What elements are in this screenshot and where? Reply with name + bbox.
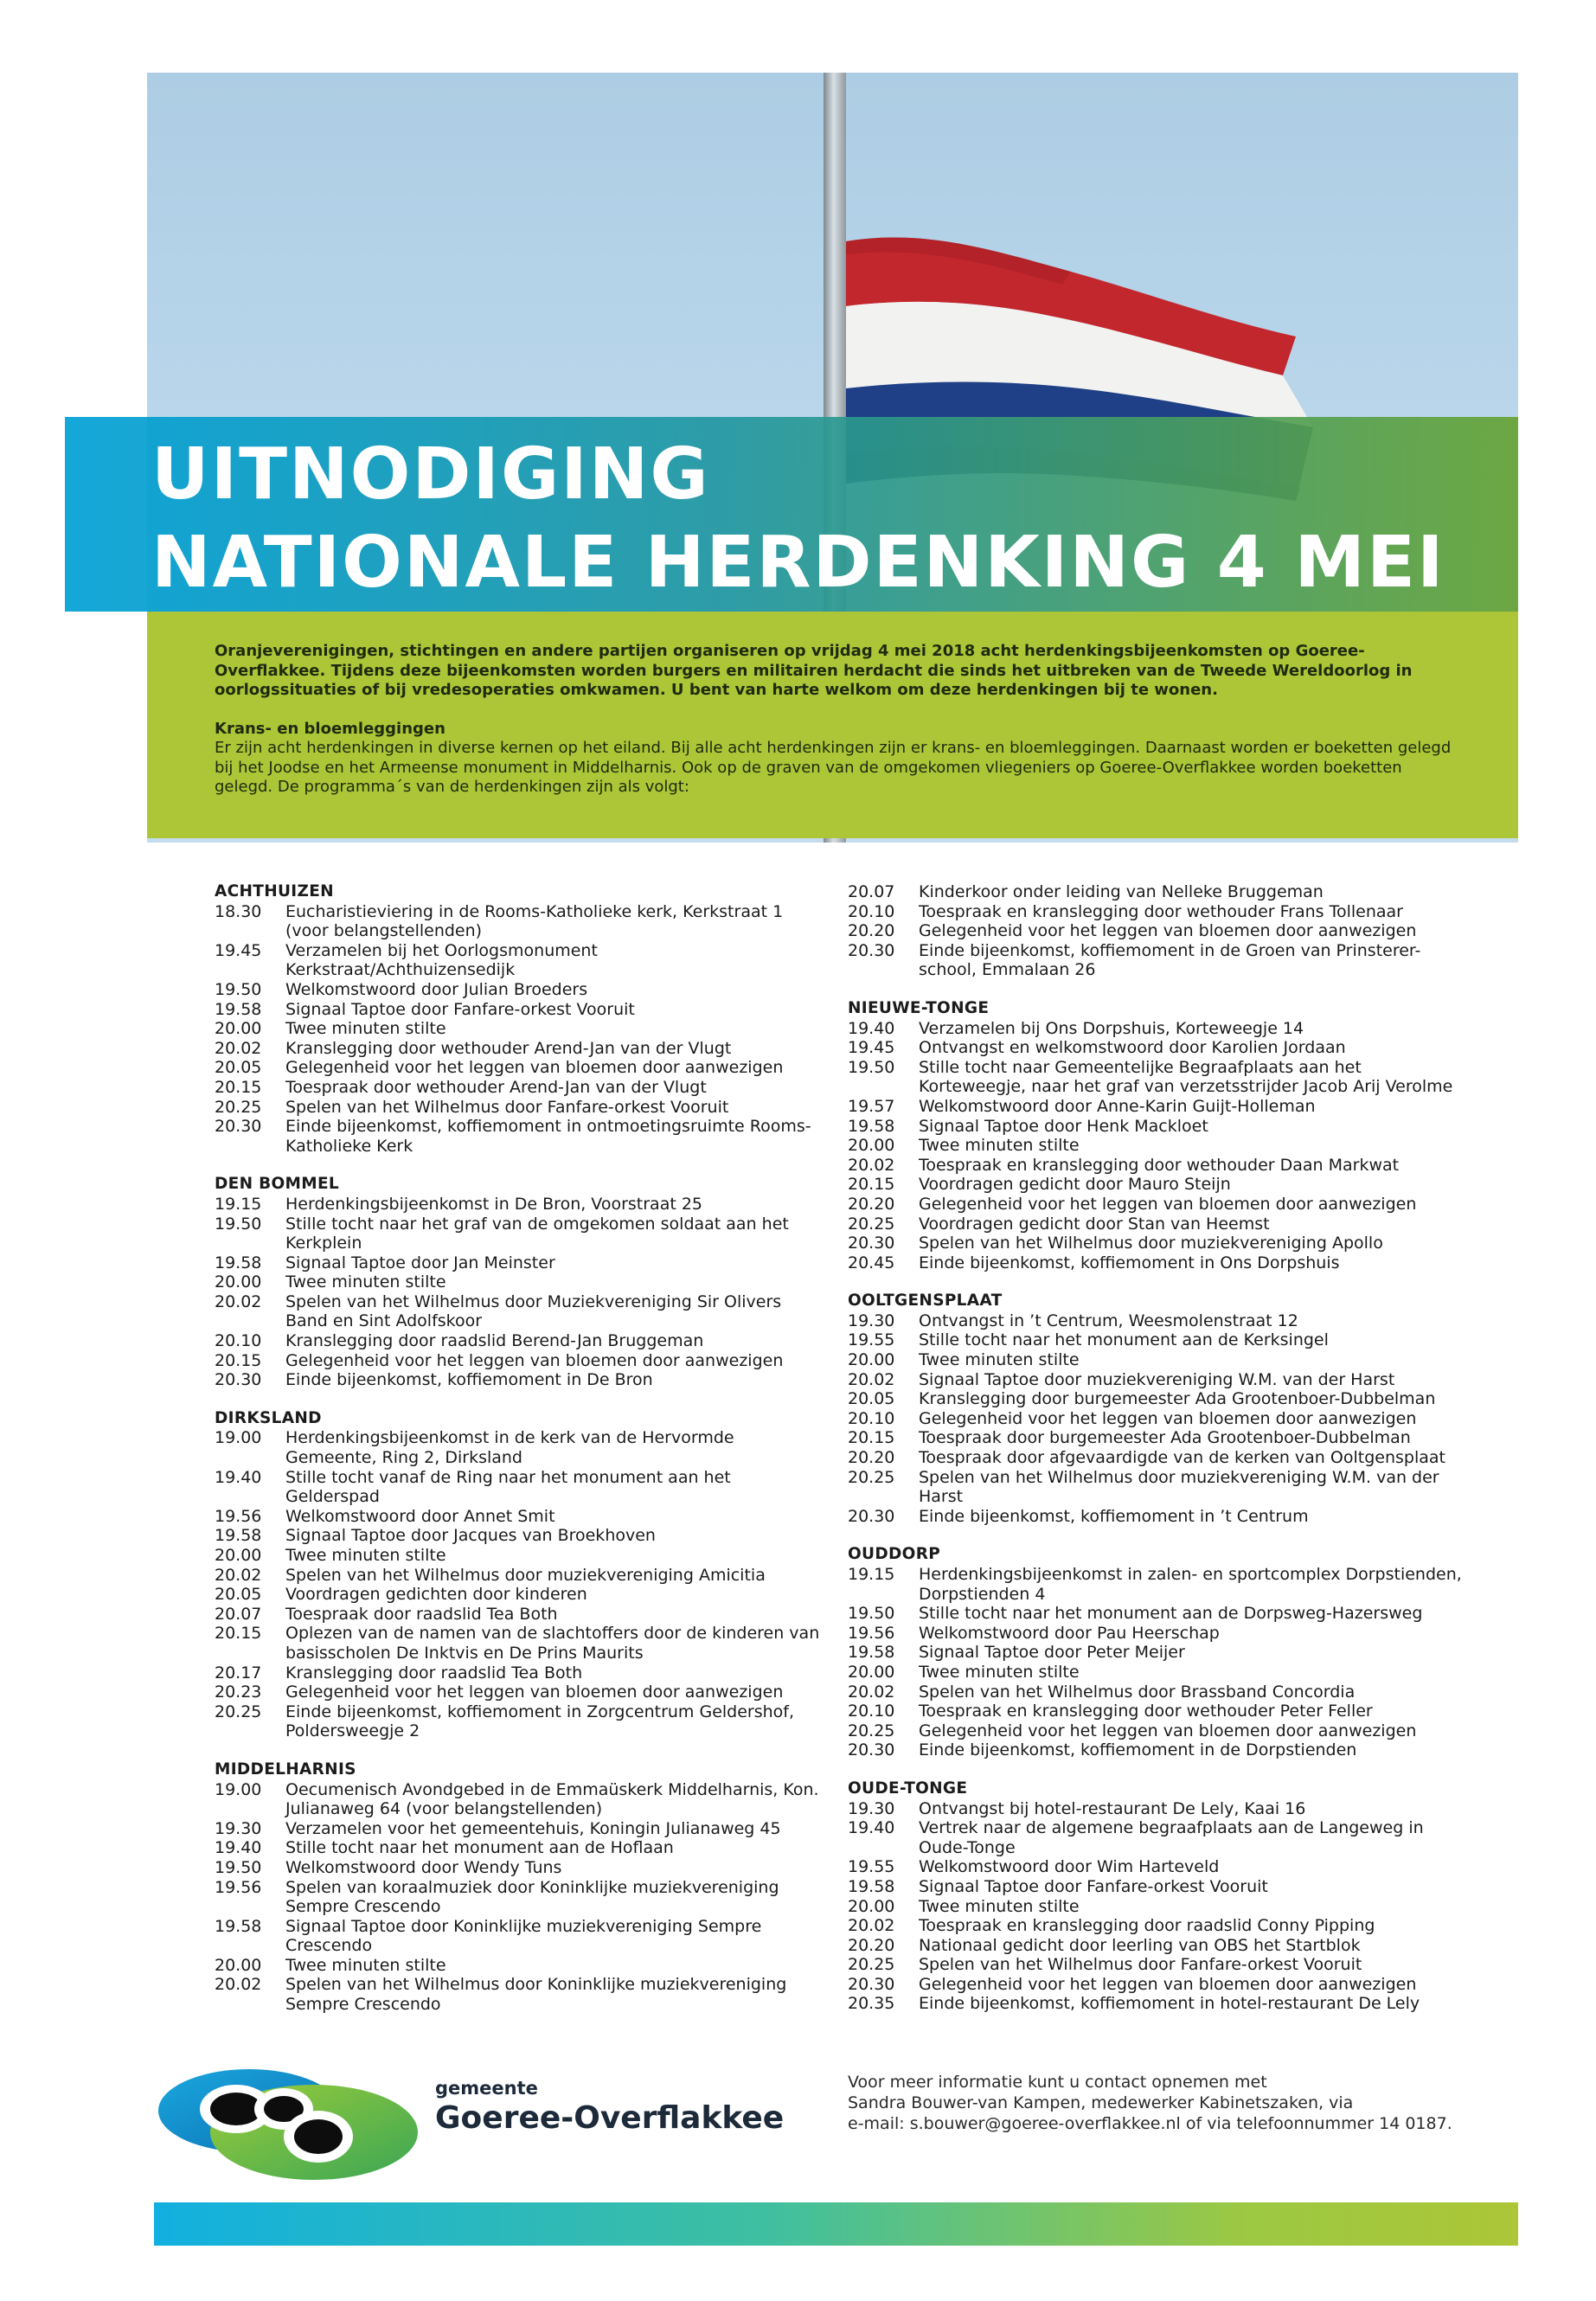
schedule-description: Signaal Taptoe door Fanfare-orkest Vooruit	[285, 999, 635, 1019]
schedule-time: 20.30	[848, 1506, 895, 1526]
schedule-row	[848, 1916, 1471, 1936]
schedule-time: 20.02	[848, 1682, 895, 1702]
schedule-time: 20.02	[848, 1155, 895, 1175]
schedule-time: 20.02	[215, 1038, 262, 1058]
schedule-row	[848, 1507, 1471, 1527]
schedule-time: 20.15	[848, 1428, 895, 1448]
schedule-time: 20.20	[848, 1194, 895, 1214]
schedule-row	[215, 1078, 820, 1098]
schedule-row	[848, 1799, 1471, 1819]
schedule-time: 20.30	[848, 940, 895, 960]
schedule-row	[848, 1643, 1471, 1663]
schedule-description: Stille tocht naar Gemeentelijke Begraafplaats aan het Korteweegje, naar het graf van verzetsstrijder Jacob Arij Verolme	[919, 1057, 1453, 1097]
schedule-description: Nationaal gedicht door leerling van OBS het Startblok	[919, 1935, 1361, 1955]
schedule-description: Gelegenheid voor het leggen van bloemen door aanwezigen	[919, 1974, 1417, 1994]
schedule-row	[848, 1253, 1471, 1273]
schedule-time: 20.05	[215, 1058, 262, 1078]
section-heading: NIEUWE-TONGE	[848, 998, 990, 1017]
schedule-row	[215, 1215, 820, 1253]
schedule-description: Toespraak door raadslid Tea Both	[285, 1604, 558, 1624]
schedule-description: Signaal Taptoe door Peter Meijer	[919, 1643, 1185, 1663]
schedule-time: 20.07	[215, 1604, 262, 1624]
schedule-description: Spelen van het Wilhelmus door muziekvereniging Apollo	[919, 1234, 1383, 1253]
schedule-description: Twee minuten stilte	[919, 1350, 1080, 1370]
intro-lead: Oranjeverenigingen, stichtingen en andere partijen organiseren op vrijdag 4 mei 2018 acht herdenkingsbijeenkomsten op Goeree-Overflakkee. Tijdens deze bijeenkomsten worden burgers en militairen herdacht die sinds het uitbreken van de Tweede Wereldoorlog in oorlogssituaties of bij vredesoperaties omkwamen. U bent van harte welkom om deze herdenkingen bij te wonen.	[215, 642, 1413, 699]
schedule-time: 19.50	[215, 979, 262, 999]
schedule-description: Toespraak en kranslegging door raadslid Conny Pipping	[919, 1916, 1375, 1936]
schedule-row	[848, 1994, 1471, 2014]
schedule-description: Einde bijeenkomst, koffiemoment in de Dorpstienden	[919, 1740, 1357, 1760]
schedule-row	[848, 1350, 1471, 1370]
schedule-time: 20.10	[848, 1702, 895, 1721]
schedule-description: Toespraak door afgevaardigde van de kerken van Ooltgensplaat	[919, 1448, 1445, 1468]
schedule-row	[215, 1682, 820, 1702]
schedule-time: 20.15	[215, 1350, 262, 1370]
intro-body: Er zijn acht herdenkingen in diverse kernen op het eiland. Bij alle acht herdenkingen zijn er krans- en bloemleggingen. Daarnaast worden er boeketten gelegd bij het Joodse en het Armeense monument in Middelharnis. Ook op de graven van de omgekomen vliegeniers op Goeree-Overflakkee worden boeketten gelegd. De programma´s van de herdenkingen zijn als volgt:	[215, 739, 1452, 796]
schedule-row	[215, 1507, 820, 1527]
schedule-description: Kinderkoor onder leiding van Nelleke Bruggeman	[919, 882, 1324, 901]
schedule-description: Einde bijeenkomst, koffiemoment in ’t Centrum	[919, 1506, 1309, 1526]
schedule-time: 20.07	[848, 882, 895, 901]
section-heading: OUDDORP	[848, 1545, 941, 1564]
schedule-time: 18.30	[215, 901, 262, 921]
schedule-description: Stille tocht vanaf de Ring naar het monument aan het Gelderspad	[285, 1467, 731, 1507]
schedule-row	[848, 1175, 1471, 1195]
schedule-row	[848, 882, 1471, 902]
schedule-time: 20.02	[215, 1975, 262, 1995]
contact-line-3[interactable]: e-mail: s.bouwer@goeree-overflakkee.nl of via telefoonnummer 14 0187.	[848, 2114, 1452, 2133]
schedule-time: 19.30	[848, 1311, 895, 1330]
schedule-row	[848, 1156, 1471, 1176]
schedule-row	[848, 1975, 1471, 1995]
schedule-row	[848, 1877, 1471, 1897]
schedule-row	[848, 1330, 1471, 1350]
schedule-time: 19.15	[215, 1194, 262, 1214]
schedule-time: 20.30	[848, 1740, 895, 1760]
schedule-description: Twee minuten stilte	[919, 1896, 1080, 1916]
schedule-row	[215, 1428, 820, 1467]
schedule-time: 19.55	[848, 1330, 895, 1350]
schedule-row	[848, 1448, 1471, 1468]
contact-line-2: Sandra Bouwer-van Kampen, medewerker Kabinetszaken, via	[848, 2093, 1354, 2112]
schedule-row	[848, 1370, 1471, 1390]
schedule-description: Twee minuten stilte	[285, 1955, 446, 1975]
schedule-row	[848, 1389, 1471, 1409]
schedule-description: Oplezen van de namen van de slachtoffers door de kinderen van basisscholen De Inktvis en De Prins Maurits	[285, 1624, 820, 1663]
schedule-row	[848, 902, 1471, 922]
schedule-description: Spelen van het Wilhelmus door Muziekvereniging Sir Olivers Band en Sint Adolfskoor	[285, 1292, 782, 1331]
schedule-description: Gelegenheid voor het leggen van bloemen door aanwezigen	[919, 921, 1417, 941]
schedule-section	[848, 1779, 1471, 2014]
schedule-row	[848, 1038, 1471, 1058]
schedule-row	[215, 1039, 820, 1059]
schedule-section	[215, 1409, 820, 1741]
schedule-column-left	[215, 882, 820, 2034]
schedule-row	[215, 1956, 820, 1976]
schedule-description: Twee minuten stilte	[285, 1019, 446, 1039]
section-heading: MIDDELHARNIS	[215, 1759, 356, 1779]
schedule-row	[215, 1546, 820, 1566]
schedule-description: Twee minuten stilte	[285, 1546, 446, 1565]
intro-subheading: Krans- en bloemleggingen	[215, 719, 445, 738]
schedule-description: Oecumenisch Avondgebed in de Emmaüskerk Middelharnis, Kon. Julianaweg 64 (voor belangstellenden)	[285, 1779, 819, 1819]
schedule-row	[215, 941, 820, 980]
schedule-time: 19.50	[848, 1057, 895, 1077]
schedule-time: 20.20	[848, 921, 895, 941]
goeree-overflakkee-logo	[154, 2050, 431, 2189]
schedule-time: 20.20	[848, 1448, 895, 1468]
schedule-time: 20.30	[848, 1234, 895, 1253]
schedule-description: Stille tocht naar het monument aan de Hoflaan	[285, 1838, 674, 1858]
schedule-row	[215, 1702, 820, 1741]
schedule-time: 20.45	[848, 1253, 895, 1272]
schedule-description: Toespraak door wethouder Arend-Jan van der Vlugt	[285, 1077, 707, 1097]
schedule-time: 19.40	[848, 1018, 895, 1038]
schedule-row	[215, 1000, 820, 1020]
schedule-row	[215, 1195, 820, 1215]
schedule-row	[215, 1878, 820, 1917]
schedule-row	[215, 1566, 820, 1586]
schedule-time: 20.10	[848, 901, 895, 921]
schedule-row	[848, 1565, 1471, 1604]
schedule-description: Signaal Taptoe door Fanfare-orkest Vooruit	[919, 1876, 1268, 1896]
intro-text	[215, 642, 1452, 798]
contact-info	[848, 2072, 1471, 2134]
schedule-description: Gelegenheid voor het leggen van bloemen door aanwezigen	[919, 1194, 1417, 1214]
schedule-time: 20.02	[848, 1369, 895, 1389]
schedule-row	[848, 1058, 1471, 1097]
schedule-section	[848, 882, 1471, 980]
schedule-time: 19.40	[215, 1838, 262, 1858]
schedule-time: 19.50	[848, 1604, 895, 1624]
schedule-description: Stille tocht naar het graf van de omgekomen soldaat aan het Kerkplein	[285, 1214, 789, 1253]
schedule-time: 20.15	[848, 1175, 895, 1195]
schedule-time: 19.40	[215, 1467, 262, 1487]
schedule-row	[848, 1663, 1471, 1682]
schedule-row	[215, 902, 820, 941]
schedule-row	[848, 1740, 1471, 1760]
schedule-description: Einde bijeenkomst, koffiemoment in hotel-restaurant De Lely	[919, 1994, 1420, 2014]
schedule-time: 20.05	[848, 1389, 895, 1409]
schedule-time: 19.50	[215, 1214, 262, 1234]
schedule-description: Gelegenheid voor het leggen van bloemen door aanwezigen	[285, 1058, 784, 1078]
schedule-time: 20.25	[848, 1955, 895, 1975]
schedule-row	[215, 1351, 820, 1371]
schedule-time: 20.00	[215, 1955, 262, 1975]
schedule-row	[215, 1292, 820, 1331]
schedule-row	[215, 980, 820, 1000]
schedule-description: Ontvangst in ’t Centrum, Weesmolenstraat 12	[919, 1311, 1298, 1330]
schedule-row	[215, 1624, 820, 1663]
schedule-description: Voordragen gedichten door kinderen	[285, 1585, 587, 1605]
schedule-row	[215, 1838, 820, 1858]
schedule-time: 20.00	[848, 1350, 895, 1370]
schedule-row	[215, 1858, 820, 1878]
schedule-row	[848, 1136, 1471, 1156]
schedule-row	[848, 1682, 1471, 1702]
schedule-description: Signaal Taptoe door Henk Mackloet	[919, 1116, 1208, 1136]
schedule-description: Ontvangst en welkomstwoord door Karolien Jordaan	[919, 1038, 1346, 1058]
schedule-description: Signaal Taptoe door Jan Meinster	[285, 1253, 555, 1272]
schedule-row	[848, 1117, 1471, 1137]
schedule-description: Verzamelen bij Ons Dorpshuis, Korteweegje 14	[919, 1018, 1304, 1038]
schedule-time: 20.02	[848, 1916, 895, 1936]
schedule-description: Spelen van het Wilhelmus door muziekvereniging W.M. van der Harst	[919, 1467, 1439, 1507]
schedule-row	[215, 1468, 820, 1507]
schedule-time: 19.58	[215, 1253, 262, 1272]
page-title	[151, 431, 1501, 607]
schedule-time: 20.02	[215, 1565, 262, 1585]
schedule-section	[215, 1175, 820, 1390]
schedule-time: 20.00	[215, 1272, 262, 1292]
schedule-row	[848, 1721, 1471, 1741]
schedule-row	[848, 1702, 1471, 1721]
schedule-time: 20.25	[848, 1467, 895, 1487]
schedule-time: 19.30	[215, 1818, 262, 1838]
schedule-time: 19.45	[848, 1038, 895, 1058]
schedule-section	[215, 1760, 820, 2015]
schedule-description: Toespraak en kranslegging door wethouder Daan Markwat	[919, 1155, 1400, 1175]
schedule-time: 20.17	[215, 1663, 262, 1682]
schedule-description: Vertrek naar de algemene begraafplaats aan de Langeweg in Oude-Tonge	[919, 1818, 1424, 1857]
schedule-time: 19.50	[215, 1857, 262, 1877]
schedule-description: Spelen van het Wilhelmus door muziekvereniging Amicitia	[285, 1565, 766, 1585]
schedule-time: 19.30	[848, 1798, 895, 1818]
schedule-time: 19.56	[848, 1623, 895, 1643]
brand-name	[435, 2078, 784, 2136]
schedule-description: Einde bijeenkomst, koffiemoment in ontmoetingsruimte Rooms-Katholieke Kerk	[285, 1117, 811, 1156]
schedule-time: 20.10	[215, 1331, 262, 1351]
schedule-time: 20.00	[215, 1019, 262, 1039]
schedule-time: 19.58	[848, 1876, 895, 1896]
title-line-1: UITNODIGING	[151, 433, 710, 516]
schedule-time: 20.02	[215, 1292, 262, 1311]
schedule-time: 20.00	[848, 1896, 895, 1916]
schedule-time: 20.30	[215, 1117, 262, 1137]
schedule-row	[215, 1019, 820, 1039]
schedule-time: 20.30	[848, 1974, 895, 1994]
section-heading: DEN BOMMEL	[215, 1175, 339, 1194]
schedule-row	[215, 1917, 820, 1956]
schedule-description: Ontvangst bij hotel-restaurant De Lely, Kaai 16	[919, 1798, 1306, 1818]
schedule-time: 20.00	[215, 1546, 262, 1565]
schedule-description: Twee minuten stilte	[285, 1272, 446, 1292]
schedule-row	[215, 1585, 820, 1605]
schedule-row	[215, 1272, 820, 1292]
schedule-description: Spelen van het Wilhelmus door Koninklijke muziekvereniging Sempre Crescendo	[285, 1975, 787, 2015]
schedule-section	[215, 882, 820, 1156]
schedule-time: 19.40	[848, 1818, 895, 1838]
schedule-description: Signaal Taptoe door Jacques van Broekhoven	[285, 1526, 656, 1546]
bottom-gradient-bar	[154, 2202, 1518, 2246]
schedule-time: 20.15	[215, 1077, 262, 1097]
schedule-time: 19.58	[848, 1116, 895, 1136]
schedule-time: 19.58	[848, 1643, 895, 1663]
schedule-description: Spelen van het Wilhelmus door Fanfare-orkest Vooruit	[285, 1097, 729, 1117]
schedule-time: 20.15	[215, 1624, 262, 1644]
schedule-time: 20.23	[215, 1682, 262, 1702]
schedule-description: Signaal Taptoe door Koninklijke muziekvereniging Sempre Crescendo	[285, 1916, 762, 1956]
title-line-2: NATIONALE HERDENKING 4 MEI	[151, 522, 1445, 604]
schedule-column-right	[848, 882, 1471, 2033]
schedule-description: Toespraak en kranslegging door wethouder Peter Feller	[919, 1702, 1373, 1721]
schedule-time: 19.56	[215, 1877, 262, 1897]
section-heading: DIRKSLAND	[215, 1408, 322, 1427]
schedule-time: 20.25	[215, 1702, 262, 1721]
schedule-time: 20.35	[848, 1994, 895, 2014]
schedule-description: Welkomstwoord door Anne-Karin Guijt-Holleman	[919, 1096, 1316, 1116]
schedule-row	[848, 941, 1471, 980]
schedule-section	[848, 1292, 1471, 1526]
schedule-time: 20.05	[215, 1585, 262, 1605]
schedule-row	[848, 1019, 1471, 1039]
schedule-description: Stille tocht naar het monument aan de Dorpsweg-Hazersweg	[919, 1604, 1423, 1624]
schedule-description: Welkomstwoord door Wim Harteveld	[919, 1857, 1220, 1877]
schedule-time: 20.25	[848, 1721, 895, 1740]
schedule-row	[848, 1897, 1471, 1917]
schedule-description: Signaal Taptoe door muziekvereniging W.M. van der Harst	[919, 1369, 1395, 1389]
schedule-description: Verzamelen voor het gemeentehuis, Koningin Julianaweg 45	[285, 1818, 781, 1838]
schedule-description: Spelen van het Wilhelmus door Fanfare-orkest Vooruit	[919, 1955, 1362, 1975]
brand-small: gemeente	[435, 2078, 538, 2099]
schedule-description: Spelen van koraalmuziek door Koninklijke muziekvereniging Sempre Crescendo	[285, 1877, 779, 1917]
schedule-row	[848, 1624, 1471, 1644]
section-heading: OOLTGENSPLAAT	[848, 1292, 1003, 1311]
schedule-description: Kranslegging door burgemeester Ada Grootenboer-Dubbelman	[919, 1389, 1436, 1409]
schedule-time: 20.25	[215, 1097, 262, 1117]
schedule-description: Kranslegging door wethouder Arend-Jan van der Vlugt	[285, 1038, 732, 1058]
schedule-row	[848, 1234, 1471, 1253]
schedule-row	[215, 1526, 820, 1546]
schedule-row	[215, 1780, 820, 1819]
schedule-description: Voordragen gedicht door Stan van Heemst	[919, 1214, 1270, 1234]
schedule-row	[215, 1370, 820, 1390]
schedule-description: Toespraak door burgemeester Ada Grootenboer-Dubbelman	[919, 1428, 1411, 1448]
schedule-row	[848, 921, 1471, 941]
schedule-section	[848, 999, 1471, 1272]
schedule-time: 19.45	[215, 940, 262, 960]
schedule-description: Herdenkingsbijeenkomst in De Bron, Voorstraat 25	[285, 1194, 703, 1214]
section-heading: OUDE-TONGE	[848, 1779, 968, 1798]
schedule-row	[215, 1058, 820, 1078]
schedule-description: Einde bijeenkomst, koffiemoment in Zorgcentrum Geldershof, Poldersweegje 2	[285, 1702, 795, 1741]
schedule-description: Einde bijeenkomst, koffiemoment in de Groen van Prinsterer-school, Emmalaan 26	[919, 940, 1421, 980]
schedule-time: 19.15	[848, 1565, 895, 1584]
schedule-time: 19.00	[215, 1428, 262, 1448]
schedule-row	[215, 1098, 820, 1118]
schedule-row	[215, 1331, 820, 1351]
schedule-time: 19.58	[215, 999, 262, 1019]
schedule-row	[215, 1663, 820, 1683]
schedule-description: Verzamelen bij het Oorlogsmonument Kerkstraat/Achthuizensedijk	[285, 940, 598, 980]
schedule-time: 19.55	[848, 1857, 895, 1877]
schedule-description: Gelegenheid voor het leggen van bloemen door aanwezigen	[919, 1721, 1417, 1740]
schedule-row	[848, 1428, 1471, 1448]
schedule-row	[848, 1097, 1471, 1117]
section-heading: ACHTHUIZEN	[215, 882, 334, 901]
schedule-time: 19.58	[215, 1916, 262, 1936]
schedule-row	[215, 1819, 820, 1839]
schedule-time: 20.10	[848, 1408, 895, 1428]
schedule-row	[848, 1955, 1471, 1975]
schedule-section	[848, 1545, 1471, 1760]
schedule-description: Kranslegging door raadslid Tea Both	[285, 1663, 583, 1682]
schedule-row	[215, 1117, 820, 1156]
schedule-description: Twee minuten stilte	[919, 1662, 1080, 1682]
schedule-description: Welkomstwoord door Annet Smit	[285, 1506, 555, 1526]
schedule-description: Spelen van het Wilhelmus door Brassband Concordia	[919, 1682, 1356, 1702]
schedule-description: Herdenkingsbijeenkomst in zalen- en sportcomplex Dorpstienden, Dorpstienden 4	[919, 1565, 1462, 1604]
schedule-time: 19.56	[215, 1506, 262, 1526]
schedule-row	[215, 1605, 820, 1625]
schedule-time: 20.20	[848, 1935, 895, 1955]
schedule-description: Gelegenheid voor het leggen van bloemen door aanwezigen	[285, 1350, 784, 1370]
schedule-time: 19.00	[215, 1779, 262, 1799]
schedule-description: Herdenkingsbijeenkomst in de kerk van de Hervormde Gemeente, Ring 2, Dirksland	[285, 1428, 734, 1468]
schedule-row	[848, 1604, 1471, 1624]
schedule-description: Welkomstwoord door Pau Heerschap	[919, 1623, 1220, 1643]
schedule-row	[848, 1857, 1471, 1877]
schedule-time: 20.00	[848, 1136, 895, 1156]
schedule-row	[215, 1975, 820, 2014]
schedule-time: 20.00	[848, 1662, 895, 1682]
schedule-time: 20.30	[215, 1370, 262, 1390]
schedule-description: Gelegenheid voor het leggen van bloemen door aanwezigen	[919, 1408, 1417, 1428]
schedule-description: Welkomstwoord door Wendy Tuns	[285, 1857, 562, 1877]
schedule-row	[848, 1818, 1471, 1857]
schedule-row	[215, 1253, 820, 1273]
schedule-row	[848, 1215, 1471, 1234]
schedule-row	[848, 1409, 1471, 1429]
schedule-description: Stille tocht naar het monument aan de Kerksingel	[919, 1330, 1329, 1350]
schedule-time: 20.25	[848, 1214, 895, 1234]
brand-big: Goeree-Overflakkee	[435, 2100, 785, 2136]
schedule-row	[848, 1468, 1471, 1507]
schedule-description: Welkomstwoord door Julian Broeders	[285, 979, 588, 999]
schedule-time: 19.58	[215, 1526, 262, 1546]
schedule-description: Gelegenheid voor het leggen van bloemen door aanwezigen	[285, 1682, 784, 1702]
schedule-description: Voordragen gedicht door Mauro Steijn	[919, 1175, 1231, 1195]
schedule-row	[848, 1311, 1471, 1331]
schedule-time: 19.57	[848, 1096, 895, 1116]
schedule-description: Einde bijeenkomst, koffiemoment in Ons Dorpshuis	[919, 1253, 1340, 1272]
schedule-description: Einde bijeenkomst, koffiemoment in De Bron	[285, 1370, 653, 1390]
schedule-description: Toespraak en kranslegging door wethouder Frans Tollenaar	[919, 901, 1403, 921]
schedule-row	[848, 1195, 1471, 1215]
schedule-row	[848, 1936, 1471, 1956]
schedule-description: Eucharistieviering in de Rooms-Katholieke kerk, Kerkstraat 1 (voor belangstellenden)	[285, 901, 784, 941]
contact-line-1: Voor meer informatie kunt u contact opnemen met	[848, 2073, 1267, 2092]
schedule-description: Kranslegging door raadslid Berend-Jan Bruggeman	[285, 1331, 704, 1351]
schedule-description: Twee minuten stilte	[919, 1136, 1080, 1156]
